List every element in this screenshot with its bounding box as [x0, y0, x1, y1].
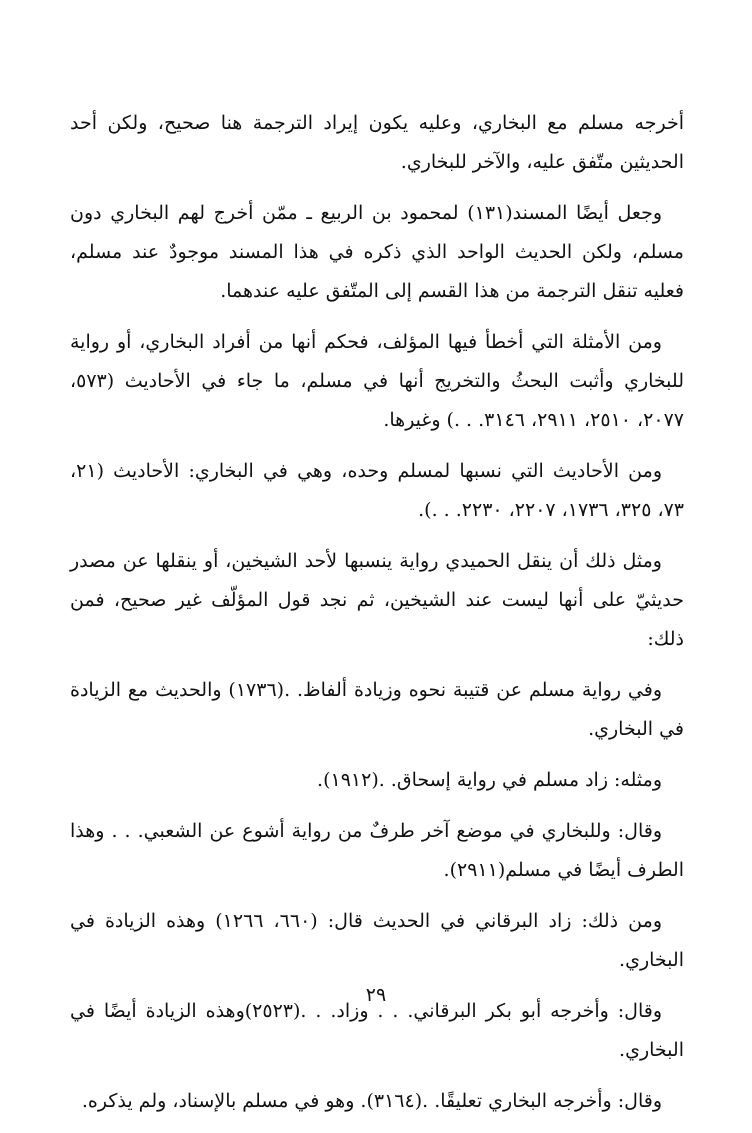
paragraph-10: وقال: وأخرجه أبو بكر البرقاني. . . وزاد. . .(٢٥٢٣)وهذه الزيادة أيضًا في البخاري. — [70, 1000, 684, 1061]
paragraph-7: ومثله: زاد مسلم في رواية إسحاق. .(١٩١٢). — [317, 769, 662, 791]
paragraph-8: وقال: وللبخاري في موضع آخر طرفٌ من رواية أشوع عن الشعبي. . . وهذا الطرف أيضًا في مسلم(٢٩١١). — [70, 820, 684, 881]
page-body — [70, 104, 684, 1133]
paragraph-2: وجعل أيضًا المسند(١٣١) لمحمود بن الربيع ـ ممّن أخرج لهم البخاري دون مسلم، ولكن الحديث الواحد الذي ذكره في هذا المسند موجودٌ عند مسلم، فعليه تنقل الترجمة من هذا القسم إلى المتّفق عليه عندهما. — [70, 202, 684, 302]
paragraph-9: ومن ذلك: زاد البرقاني في الحديث قال: (٦٦٠، ١٢٦٦) وهذه الزيادة في البخاري. — [70, 910, 684, 971]
paragraph-11: وقال: وأخرجه البخاري تعليقًا. .(٣١٦٤). وهو في مسلم بالإسناد، ولم يذكره. — [81, 1090, 662, 1112]
paragraph-6: وفي رواية مسلم عن قتيبة نحوه وزيادة ألفاظ. .(١٧٣٦) والحديث مع الزيادة في البخاري. — [70, 679, 684, 740]
paragraph-5: ومثل ذلك أن ينقل الحميدي رواية ينسبها لأحد الشيخين، أو ينقلها عن مصدر حديثيّ على أنها ليست عند الشيخين، ثم نجد قول المؤلّف غير صحيح، فمن ذلك: — [70, 550, 684, 650]
paragraph-1: أخرجه مسلم مع البخاري، وعليه يكون إيراد الترجمة هنا صحيح، ولكن أحد الحديثين متّفق عليه، والآخر للبخاري. — [70, 112, 684, 173]
page-number: ٢٩ — [365, 984, 387, 1006]
paragraph-3: ومن الأمثلة التي أخطأ فيها المؤلف، فحكم أنها من أفراد البخاري، أو رواية للبخاري وأثبت البحثُ والتخريج أنها في مسلم، ما جاء في الأحاديث (٥٧٣، ٢٠٧٧، ٢٥١٠، ٢٩١١، ٣١٤٦. . .) وغيرها. — [70, 331, 684, 431]
paragraph-4: ومن الأحاديث التي نسبها لمسلم وحده، وهي في البخاري: الأحاديث (٢١، ٧٣، ٣٢٥، ١٧٣٦، ٢٢٠٧، ٢٢٣٠. . .). — [70, 460, 684, 521]
